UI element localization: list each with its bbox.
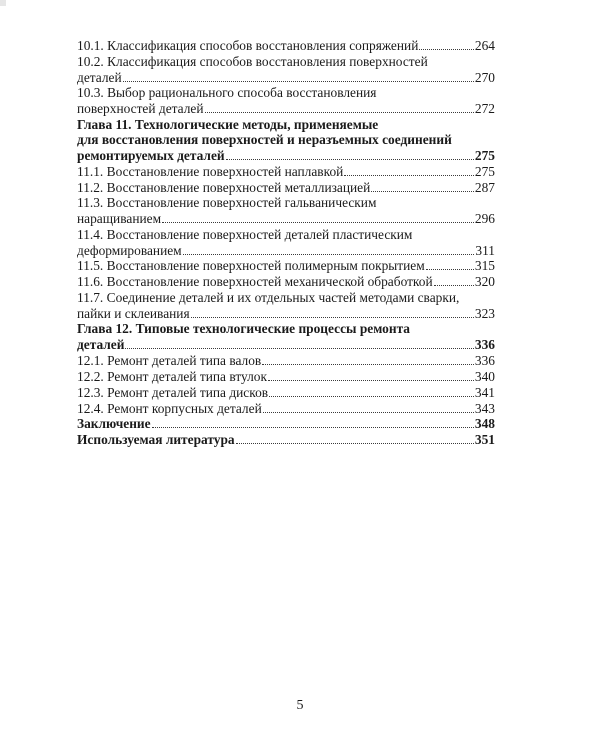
toc-entry-title: 12.2. Ремонт деталей типа втулок xyxy=(77,368,267,384)
dot-leader xyxy=(269,384,474,396)
toc-entry-page: 323 xyxy=(474,305,495,321)
dot-leader xyxy=(344,164,474,176)
toc-entry-leader-line xyxy=(77,38,495,54)
dot-leader xyxy=(152,416,474,428)
dot-leader xyxy=(236,432,474,444)
toc-entry[interactable] xyxy=(77,195,495,226)
toc-entry-line: 11.7. Соединение деталей и их отдельных частей методами сварки, xyxy=(77,289,460,305)
toc-entry-leader-line xyxy=(77,164,495,180)
toc-entry-leader-line xyxy=(77,384,495,400)
toc-entry[interactable] xyxy=(77,164,495,180)
toc-entry-page: 272 xyxy=(474,101,495,117)
toc-entry-page: 348 xyxy=(474,416,495,432)
toc-entry-leader-line xyxy=(77,432,495,448)
toc-entry-title: 10.1. Классификация способов восстановления сопряжений xyxy=(77,38,419,54)
toc-entry-page: 315 xyxy=(474,258,495,274)
toc-entry-leader-line xyxy=(77,353,495,369)
toc-entry-title: Заключение xyxy=(77,416,151,432)
toc-entry-leader-line xyxy=(77,337,495,353)
toc-entry[interactable] xyxy=(77,353,495,369)
dot-leader xyxy=(226,148,474,160)
toc-entry-leader-line xyxy=(77,148,495,164)
toc-entry-page: 320 xyxy=(474,274,495,290)
dot-leader xyxy=(125,337,473,349)
toc-entry-leader-line xyxy=(77,211,495,227)
toc-entry[interactable] xyxy=(77,85,495,116)
toc-entry-leader-line xyxy=(77,101,495,117)
toc-entry[interactable] xyxy=(77,384,495,400)
toc-entry-title: 12.4. Ремонт корпусных деталей xyxy=(77,400,262,416)
toc-entry-title: деформированием xyxy=(77,242,182,258)
dot-leader xyxy=(162,211,474,223)
toc-entry[interactable] xyxy=(77,416,495,432)
toc-entry-page: 336 xyxy=(474,352,495,368)
toc-entry-leader-line xyxy=(77,305,495,321)
toc-entry-title: наращиванием xyxy=(77,211,162,227)
toc-entry[interactable] xyxy=(77,321,495,352)
dot-leader xyxy=(123,69,474,81)
toc-entry-leader-line xyxy=(77,258,495,274)
toc-entry-page: 287 xyxy=(474,179,495,195)
toc-entry[interactable] xyxy=(77,258,495,274)
toc-entry-page: 270 xyxy=(474,69,495,85)
scan-corner-mark xyxy=(0,0,6,6)
dot-leader xyxy=(191,305,474,317)
toc-entry-leader-line xyxy=(77,69,495,85)
toc-entry-title: 12.1. Ремонт деталей типа валов xyxy=(77,352,262,368)
toc-entry-leader-line xyxy=(77,242,495,258)
toc-entry-page: 351 xyxy=(474,432,495,448)
toc-entry-line: 10.3. Выбор рационального способа восстановления xyxy=(77,85,377,101)
toc-entry[interactable] xyxy=(77,38,495,54)
toc-entry[interactable] xyxy=(77,368,495,384)
toc-entry[interactable] xyxy=(77,400,495,416)
toc-entry-title: 12.3. Ремонт деталей типа дисков xyxy=(77,384,269,400)
dot-leader xyxy=(419,38,474,50)
toc-entry-leader-line xyxy=(77,179,495,195)
dot-leader xyxy=(371,179,474,191)
toc-entry-line: Глава 11. Технологические методы, применяемые xyxy=(77,116,379,132)
toc-entry-page: 296 xyxy=(474,211,495,227)
dot-leader xyxy=(434,274,474,286)
toc-entry-page: 343 xyxy=(474,400,495,416)
toc-entry[interactable] xyxy=(77,290,495,321)
dot-leader xyxy=(263,400,474,412)
toc-entry-title: Используемая литература xyxy=(77,432,235,448)
toc-entry-leader-line xyxy=(77,274,495,290)
toc-entry-title: деталей xyxy=(77,337,125,352)
toc-entry-title: поверхностей деталей xyxy=(77,101,204,117)
toc-entry[interactable] xyxy=(77,432,495,448)
dot-leader xyxy=(268,368,474,380)
toc-entry-leader-line xyxy=(77,416,495,432)
toc-entry-title: 11.2. Восстановление поверхностей металлизацией xyxy=(77,179,371,195)
toc-entry-line: для восстановления поверхностей и неразъемных соединений xyxy=(77,132,452,148)
toc-entry-leader-line xyxy=(77,400,495,416)
toc-entry-page: 341 xyxy=(474,384,495,400)
toc-entry-title: 11.1. Восстановление поверхностей наплавкой xyxy=(77,163,344,179)
dot-leader xyxy=(262,353,474,365)
toc-entry[interactable] xyxy=(77,227,495,258)
toc-entry-page: 275 xyxy=(474,148,495,163)
toc-entry-title: 11.5. Восстановление поверхностей полимерным покрытием xyxy=(77,258,425,274)
toc-entry-page: 311 xyxy=(475,242,495,258)
toc-entry-title: пайки и склеивания xyxy=(77,305,190,321)
toc-entry-page: 336 xyxy=(474,337,495,352)
page-number: 5 xyxy=(296,698,304,713)
toc-entry-line: 11.4. Восстановление поверхностей деталей пластическим xyxy=(77,226,413,242)
toc-entry-leader-line xyxy=(77,368,495,384)
toc-entry-line: 11.3. Восстановление поверхностей гальваническим xyxy=(77,195,377,211)
toc-entry[interactable] xyxy=(77,54,495,85)
toc-entry-page: 264 xyxy=(474,38,495,54)
dot-leader xyxy=(183,242,475,254)
toc-entry-title: деталей xyxy=(77,69,122,85)
dot-leader xyxy=(426,258,474,270)
toc-entry[interactable] xyxy=(77,179,495,195)
dot-leader xyxy=(205,101,474,113)
toc-entry-title: 11.6. Восстановление поверхностей механической обработкой xyxy=(77,274,433,290)
toc-entry[interactable] xyxy=(77,117,495,164)
table-of-contents xyxy=(77,38,495,448)
toc-entry-page: 275 xyxy=(474,163,495,179)
toc-entry-line: 10.2. Классификация способов восстановления поверхностей xyxy=(77,53,428,69)
toc-entry[interactable] xyxy=(77,274,495,290)
toc-entry-title: ремонтируемых деталей xyxy=(77,148,225,163)
toc-entry-page: 340 xyxy=(474,368,495,384)
toc-entry-line: Глава 12. Типовые технологические процессы ремонта xyxy=(77,321,411,337)
